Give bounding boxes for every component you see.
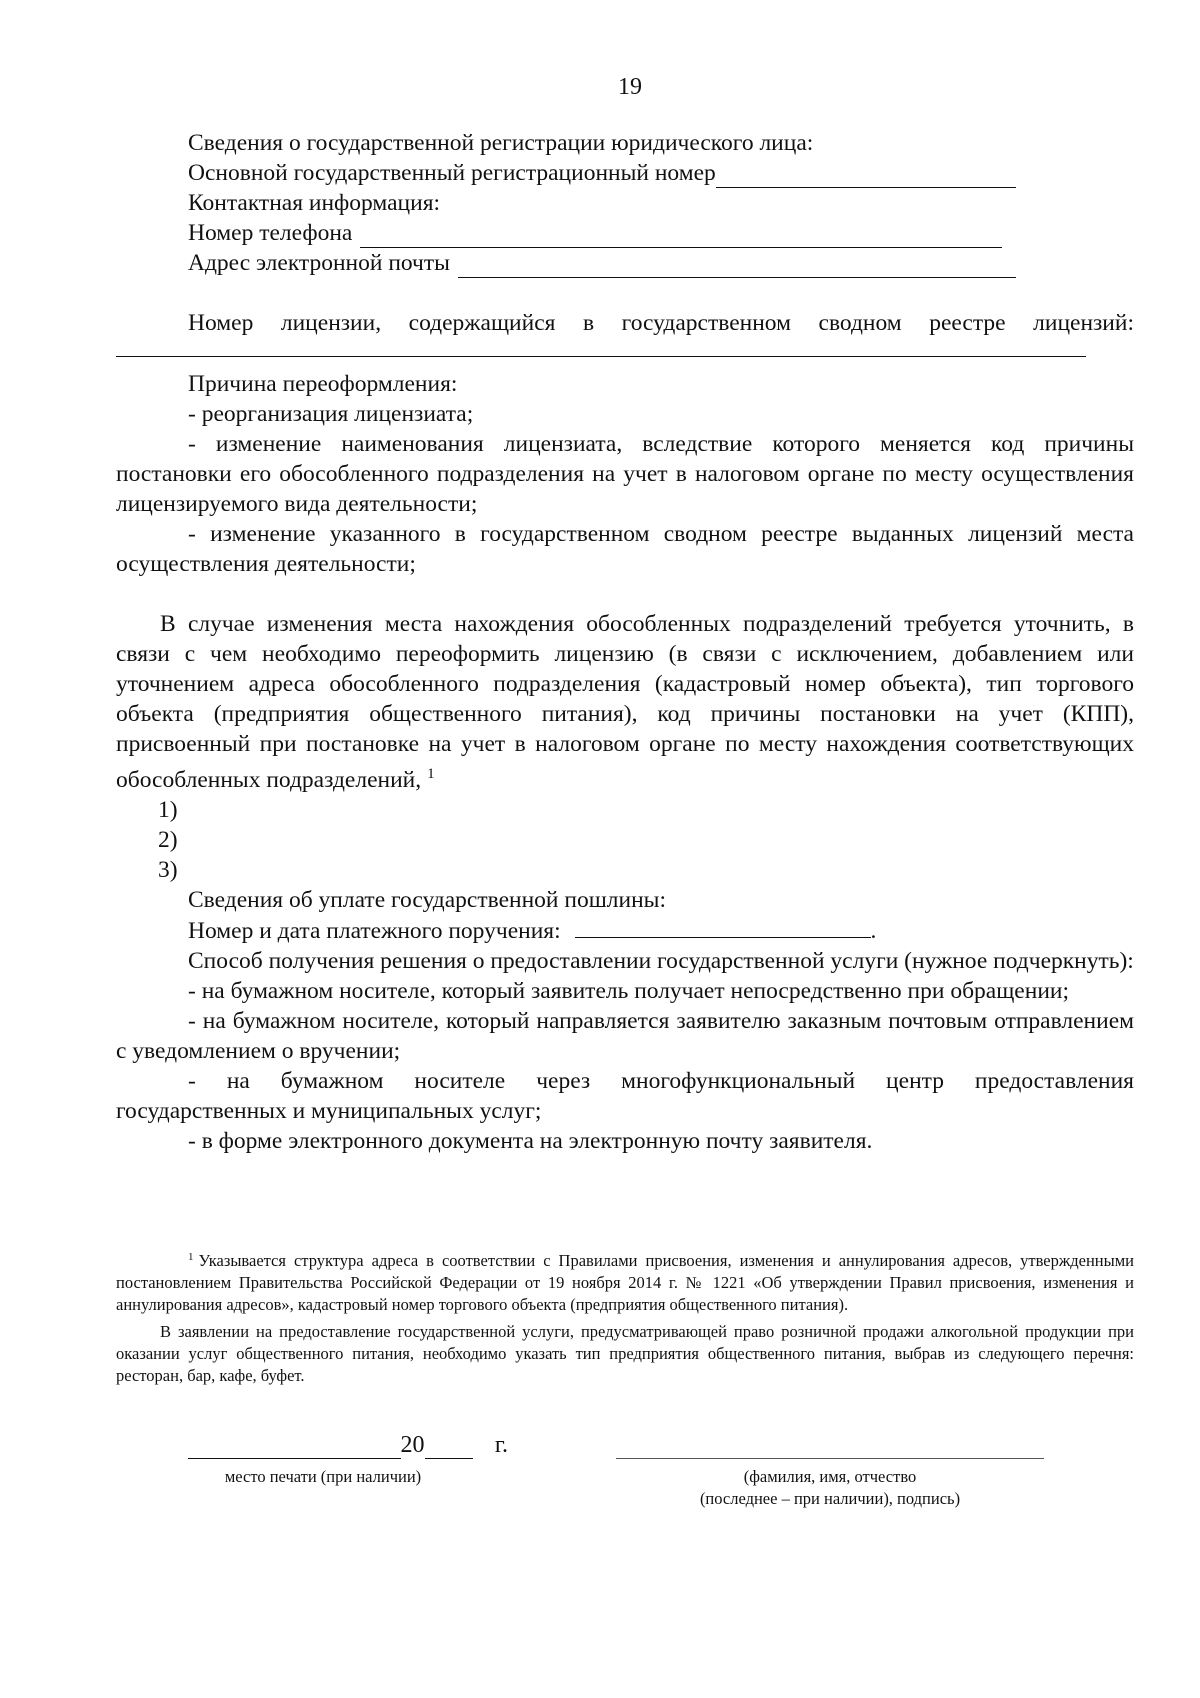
- ogrn-line: [116, 158, 1134, 188]
- date-signature-block: [188, 1432, 508, 1487]
- footnote-mark: 1: [188, 1251, 194, 1263]
- year-prefix: 20: [400, 1432, 425, 1458]
- location-change-paragraph: [116, 609, 1134, 795]
- form-body: [116, 128, 1134, 1156]
- footnote-1-text: Указывается структура адреса в соответствии с Правилами присвоения, изменения и аннулирования адресов, утвержденными постановлением Правительства Российской Федерации от 19 ноября 2014 г. № 1221 «Об утверждении Правил присвоения, изменения и аннулирования адресов», кадастровый номер торгового объекта (предприятия общественного питания).: [116, 1251, 1134, 1314]
- payment-line: [116, 915, 1134, 946]
- spacer: [116, 278, 1134, 308]
- payment-field[interactable]: [575, 915, 871, 938]
- numbered-item-1: 1): [158, 797, 178, 823]
- fee-heading: Сведения об уплате государственной пошлины:: [188, 887, 666, 913]
- year-suffix: г.: [494, 1432, 508, 1458]
- delivery-option-3[interactable]: - на бумажном носителе через многофункциональный центр предоставления государственных и муниципальных услуг;: [116, 1068, 1134, 1124]
- reissue-item-2: - изменение наименования лицензиата, вследствие которого меняется код причины постановки его обособленного подразделения на учет в налоговом органе по месту осуществления лицензируемого вида деятельности;: [116, 431, 1134, 517]
- fio-caption-2: (последнее – при наличии), подпись): [699, 1489, 961, 1508]
- reissue-item-1: - реорганизация лицензиата;: [188, 401, 474, 427]
- numbered-item-3: 3): [158, 857, 178, 883]
- spacer: [116, 579, 1134, 609]
- license-number-field[interactable]: [116, 338, 1086, 357]
- footnotes: [116, 1246, 1134, 1387]
- date-day-month-field[interactable]: [188, 1432, 401, 1459]
- delivery-option-4[interactable]: - в форме электронного документа на электронную почту заявителя.: [188, 1128, 873, 1154]
- payment-label: Номер и дата платежного поручения:: [188, 918, 561, 944]
- ogrn-label: Основной государственный регистрационный номер: [188, 160, 716, 186]
- reissue-item-3: - изменение указанного в государственном сводном реестре выданных лицензий места осуществления деятельности;: [116, 521, 1134, 577]
- email-label: Адрес электронной почты: [188, 250, 450, 276]
- registration-info-label: Сведения о государственной регистрации юридического лица:: [188, 130, 814, 156]
- year-field[interactable]: [425, 1432, 473, 1459]
- numbered-item-2: 2): [158, 827, 178, 853]
- email-field[interactable]: [458, 255, 1016, 278]
- phone-label: Номер телефона: [188, 220, 353, 246]
- phone-field[interactable]: [360, 225, 1002, 248]
- footnote-1: [116, 1246, 1134, 1316]
- reissue-heading: Причина переоформления:: [188, 371, 458, 397]
- contact-info-label: Контактная информация:: [188, 190, 441, 216]
- delivery-option-1[interactable]: - на бумажном носителе, который заявитель получает непосредственно при обращении;: [188, 978, 1069, 1004]
- footnote-ref: 1: [427, 766, 435, 782]
- delivery-intro: Способ получения решения о предоставлении государственной услуги (нужное подчеркнуть):: [188, 948, 1134, 974]
- location-change-text: В случае изменения места нахождения обособленных подразделений требуется уточнить, в связи с чем необходимо переоформить лицензию (в связи с исключением, добавлением или уточнением адреса обособленного подразделения (кадастровый номер объекта), тип торгового объекта (предприятия общественного питания), код причины постановки на учет (КПП), присвоенный при постановке на учет в налоговом органе по месту нахождения соответствующих обособленных подразделений,: [116, 611, 1134, 793]
- stamp-caption: место печати (при наличии): [224, 1467, 422, 1486]
- footnote-2: В заявлении на предоставление государственной услуги, предусматривающей право розничной продажи алкогольной продукции при оказании услуг общественного питания, необходимо указать тип предприятия общественного питания, выбрав из следующего перечня: ресторан, бар, кафе, буфет.: [116, 1322, 1134, 1385]
- fio-caption-1: (фамилия, имя, отчество: [743, 1467, 917, 1486]
- page-number: 19: [618, 74, 642, 100]
- fio-signature-field[interactable]: [616, 1432, 1044, 1459]
- payment-end: .: [870, 918, 877, 944]
- license-number-label: Номер лицензии, содержащийся в государственном сводном реестре лицензий:: [188, 310, 1134, 336]
- delivery-option-2[interactable]: - на бумажном носителе, который направляется заявителю заказным почтовым отправлением с уведомлением о вручении;: [116, 1008, 1134, 1064]
- email-line: [116, 248, 1134, 278]
- date-line: [188, 1432, 508, 1459]
- ogrn-field[interactable]: [716, 165, 1016, 188]
- phone-line: [116, 218, 1134, 248]
- fio-signature-block: [616, 1432, 1044, 1509]
